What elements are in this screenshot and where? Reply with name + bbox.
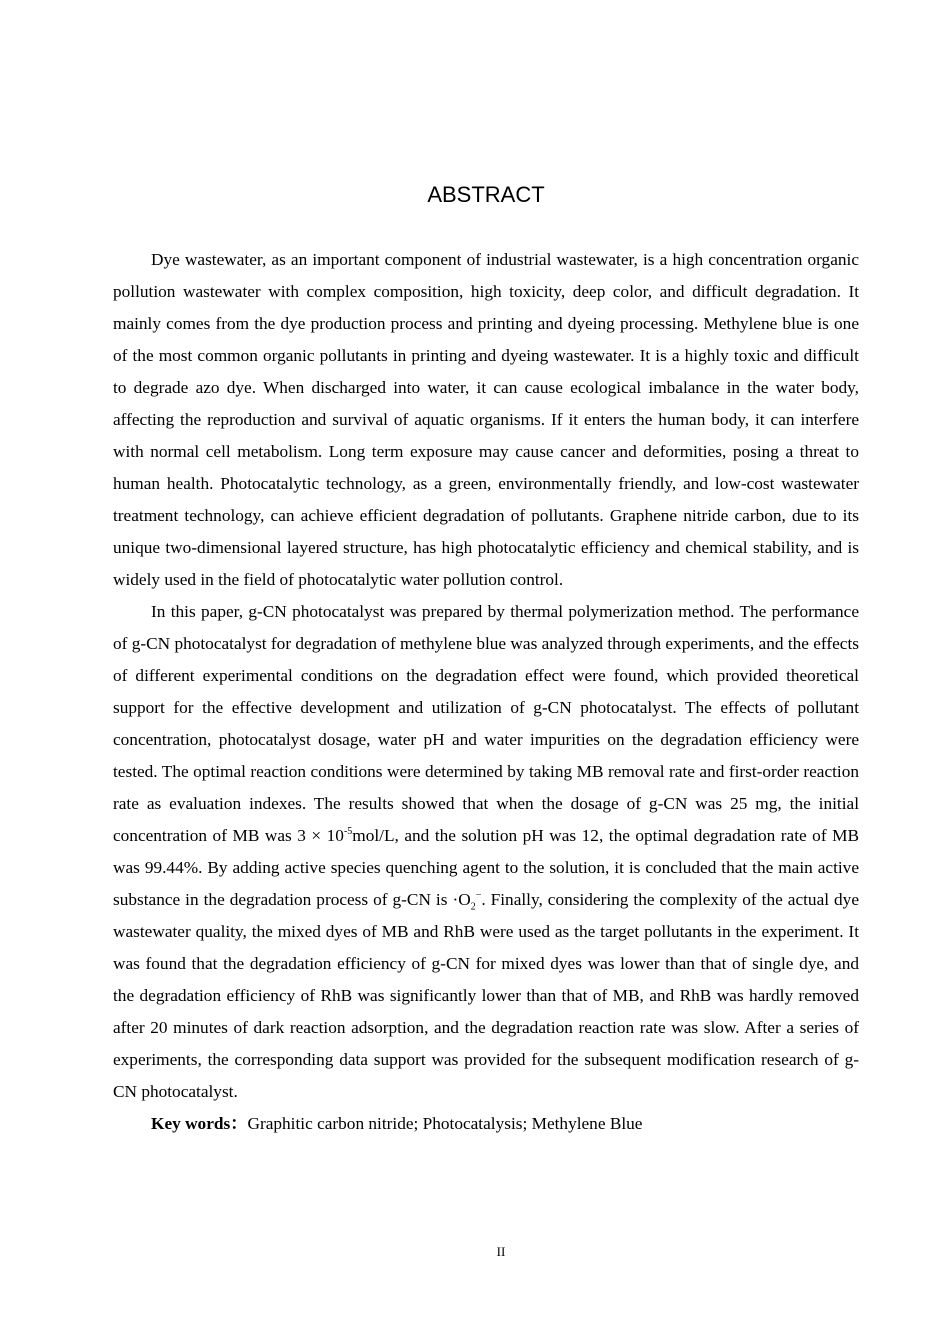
paragraph-1-text: Dye wastewater, as an important component of industrial wastewater, is a high concentration organic pollution wastewater with complex composition, high toxicity, deep color, and difficult degradation. It mainly comes from the dye production process and printing and dyeing processing. Methylene blue is one of the most common organic pollutants in printing and dyeing wastewater. It is a highly toxic and difficult to degrade azo dye. When discharged into water, it can cause ecological imbalance in the water body, affecting the reproduction and survival of aquatic organisms. If it enters the human body, it can interfere with normal cell metabolism. Long term exposure may cause cancer and deformities, posing a threat to human health. Photocatalytic technology, as a green, environmentally friendly, and low-cost wastewater treatment technology, can achieve efficient degradation of pollutants. Graphene nitride carbon, due to its unique two-dimensional layered structure, has high photocatalytic efficiency and chemical stability, and is widely used in the field of photocatalytic water pollution control. xyxy=(113,250,859,589)
abstract-paragraph-2 xyxy=(113,596,859,1108)
keywords-label: Key words： xyxy=(151,1114,248,1133)
abstract-paragraph-1 xyxy=(113,244,859,596)
superoxide-subscript: 2 xyxy=(470,901,476,913)
page-number: II xyxy=(496,1244,506,1259)
keywords-line xyxy=(113,1108,859,1140)
abstract-title: ABSTRACT xyxy=(427,182,545,207)
superoxide-charge: − xyxy=(475,890,482,902)
paragraph-2-text-part-3: . Finally, considering the complexity of the actual dye wastewater quality, the mixed dyes of MB and RhB were used as the target pollutants in the experiment. It was found that the degradation efficiency of g-CN for mixed dyes was lower than that of single dye, and the degradation efficiency of RhB was significantly lower than that of MB, and RhB was hardly removed after 20 minutes of dark reaction adsorption, and the degradation reaction rate was slow. After a series of experiments, the corresponding data support was provided for the subsequent modification research of g-CN photocatalyst. xyxy=(113,890,859,1101)
paragraph-2-text-part-1: In this paper, g-CN photocatalyst was prepared by thermal polymerization method. The performance of g-CN photocatalyst for degradation of methylene blue was analyzed through experiments, and the effects of different experimental conditions on the degradation effect were found, which provided theoretical support for the effective development and utilization of g-CN photocatalyst. The effects of pollutant concentration, photocatalyst dosage, water pH and water impurities on the degradation efficiency were tested. The optimal reaction conditions were determined by taking MB removal rate and first-order reaction rate as evaluation indexes. The results showed that when the dosage of g-CN was 25 mg, the initial concentration of MB was 3 × 10 xyxy=(113,602,859,845)
abstract-body xyxy=(113,244,859,1140)
paragraph-2-text-part-2: mol/L, and the solution pH was 12, the optimal degradation rate of MB was 99.44%. By adding active species quenching agent to the solution, it is concluded that the main active substance in the degradation process of g-CN is ·O xyxy=(113,826,859,909)
concentration-exponent: -5 xyxy=(343,826,353,838)
keywords-value: Graphitic carbon nitride; Photocatalysis; Methylene Blue xyxy=(247,1114,643,1133)
